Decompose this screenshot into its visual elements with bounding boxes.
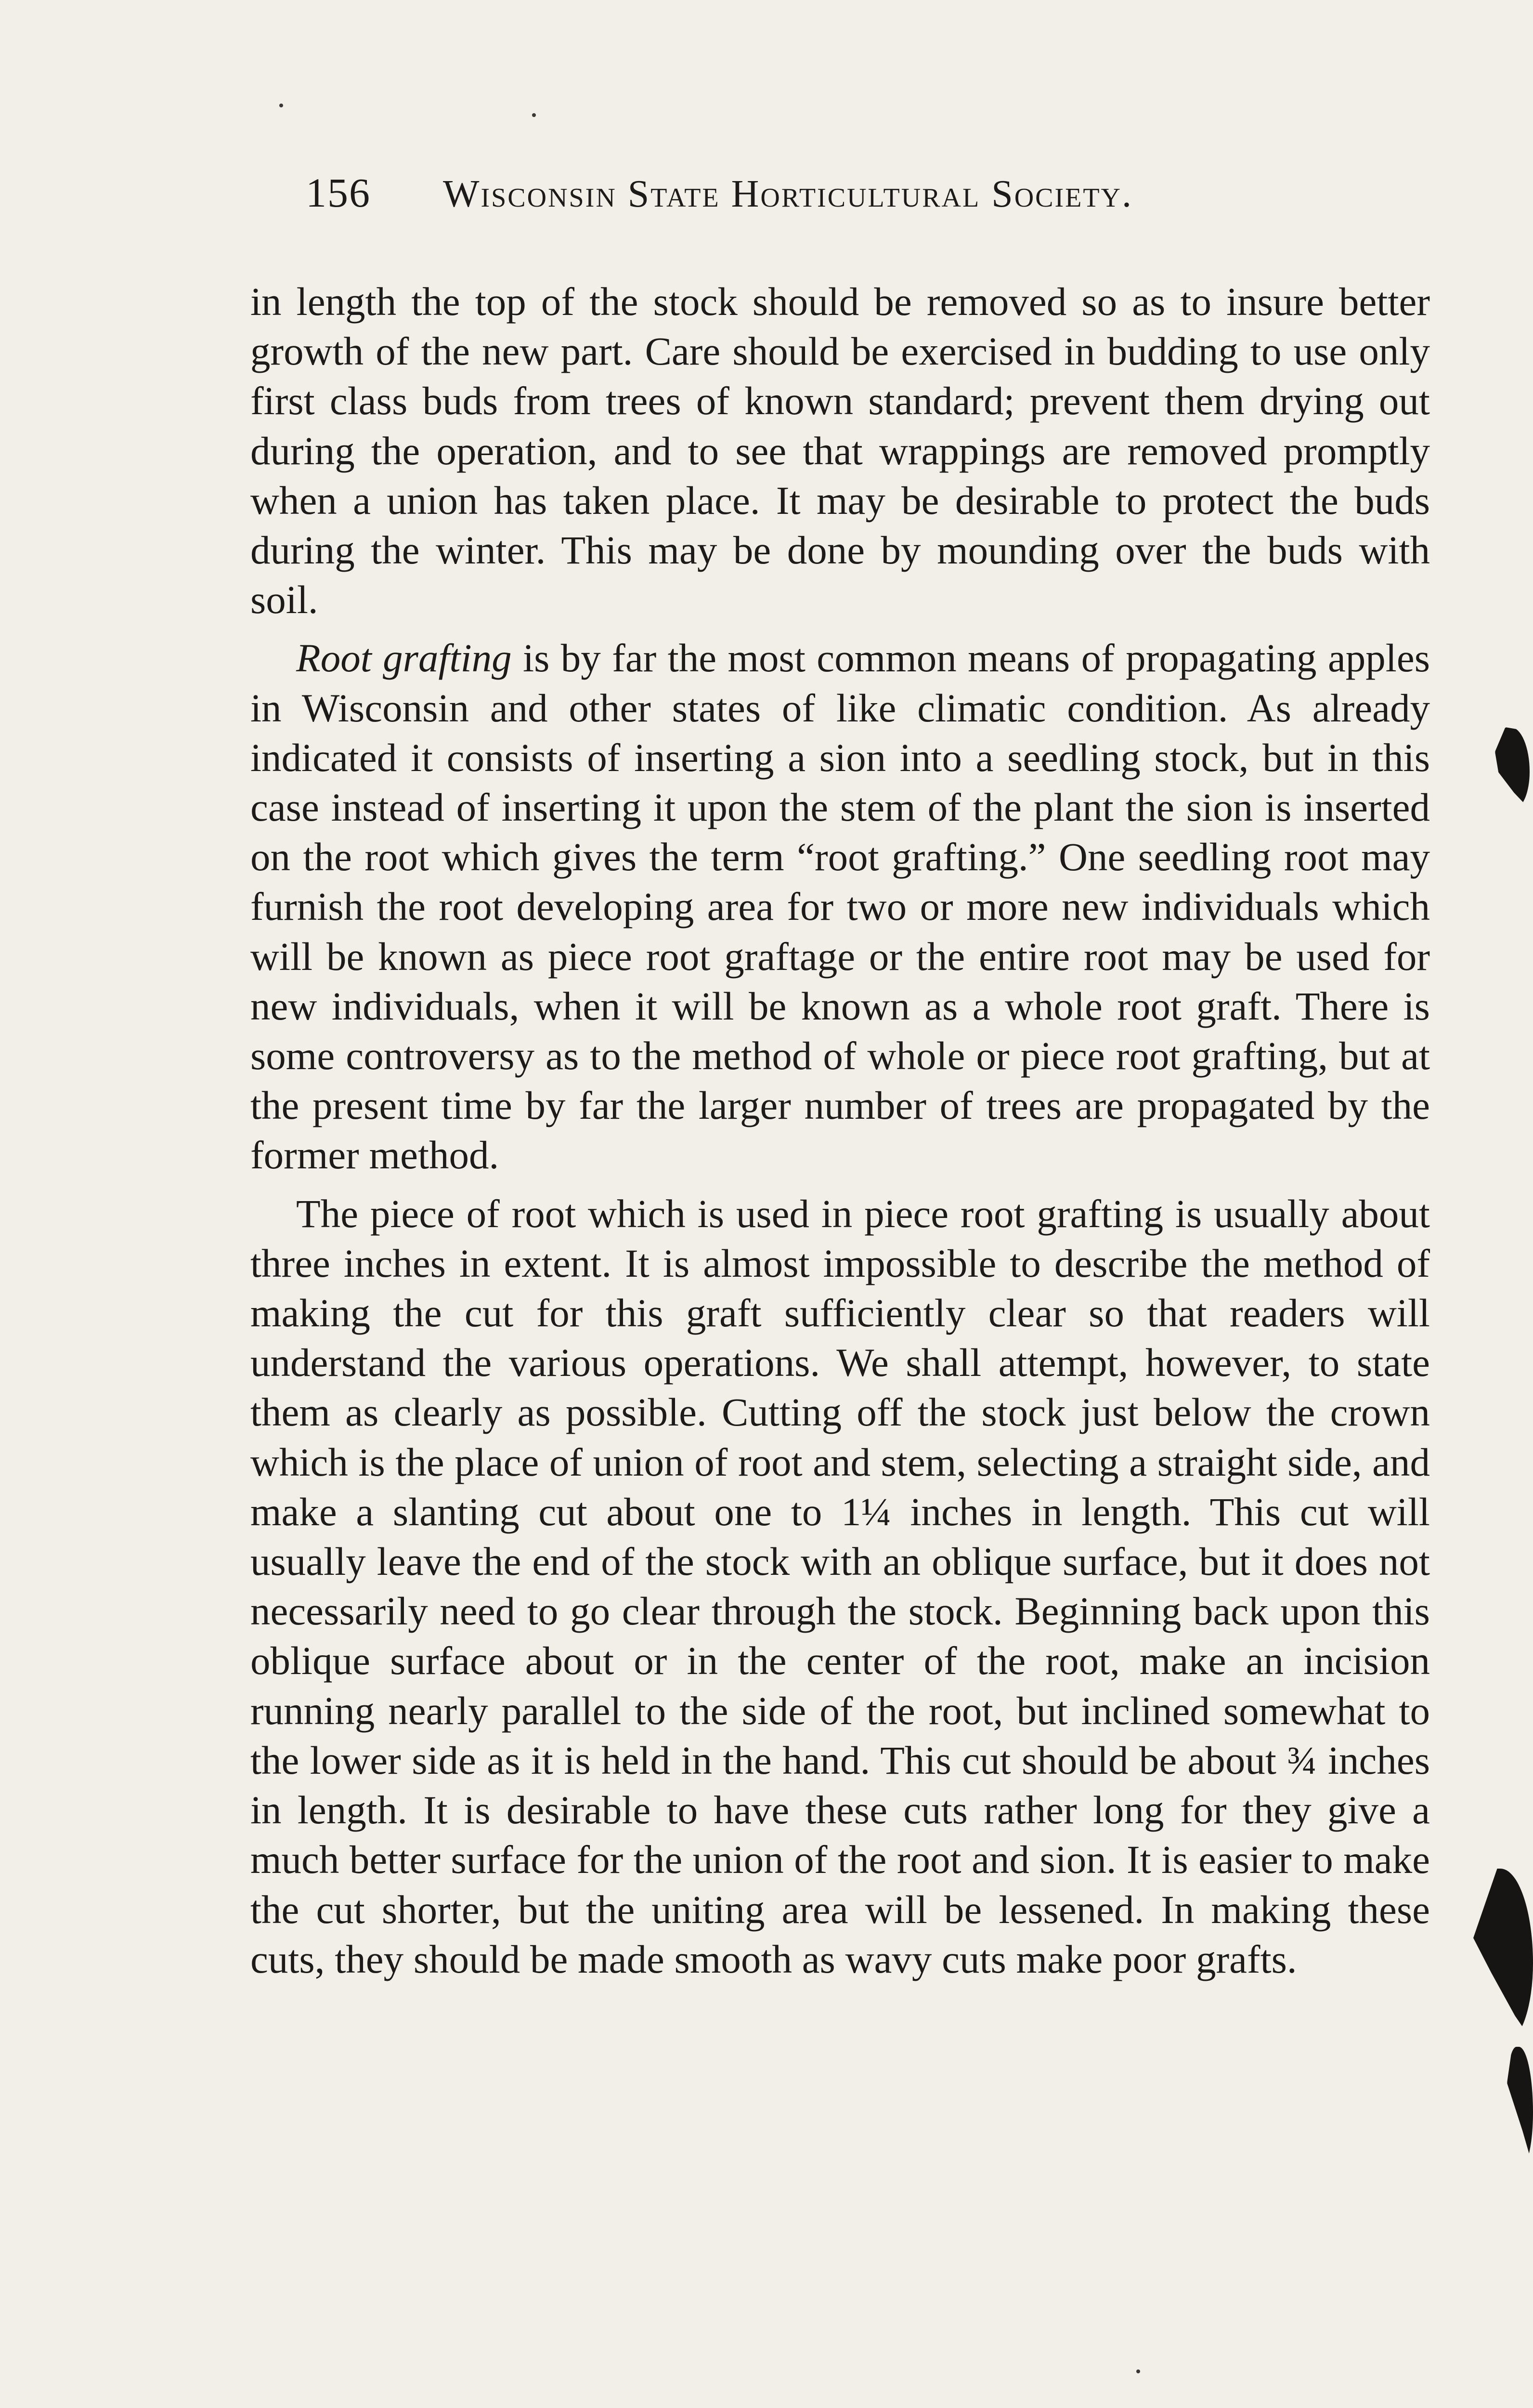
scan-dust-dot xyxy=(532,113,536,117)
page-header xyxy=(306,169,1288,246)
scan-dust-dot xyxy=(1136,2369,1140,2373)
scan-smudge-mark xyxy=(1507,2047,1533,2167)
italic-term: Root grafting xyxy=(296,636,512,681)
scan-smudge-mark xyxy=(1495,727,1530,809)
page-number: 156 xyxy=(306,170,371,216)
scan-smudge-mark xyxy=(1473,1869,1533,2042)
scan-dust-dot xyxy=(279,104,283,107)
paragraph-piece-root: The piece of root which is used in piece root grafting is usually about three inches in extent. It is almost impossible to describe the method of making the cut for this graft sufficiently clear so that readers will understand the various operations. We shall attempt, however, to state them as clearly as possible. Cutting off the stock just below the crown which is the place of union of root and stem, selecting a straight side, and make a slanting cut about one to 1¼ inches in length. This cut will usually leave the end of the stock with an oblique surface, but it does not necessarily need to go clear through the stock. Beginning back upon this oblique surface about or in the center of the root, make an incision running nearly parallel to the side of the root, but inclined somewhat to the lower side as it is held in the hand. This cut should be about ¾ inches in length. It is desirable to have these cuts rather long for they give a much better surface for the union of the root and sion. It is easier to make the cut shorter, but the uniting area will be lessened. In making these cuts, they should be made smooth as wavy cuts make poor grafts. xyxy=(250,1191,1430,1981)
paragraph-continuation: in length the top of the stock should be removed so as to insure better growth of the new part. Care should be exercised in budding to use only first class buds from trees of known standard; prevent them drying out during the operation, and to see that wrappings are removed promptly when a union has taken place. It may be desirable to protect the buds during the winter. This may be done by mounding over the buds with soil. xyxy=(250,279,1430,622)
running-head: Wisconsin State Horticultural Society. xyxy=(443,173,1133,215)
body-text xyxy=(250,277,1430,1984)
paragraph-text: is by far the most common means of propagating apples in Wisconsin and other states of like climatic condition. As already indicated it consists of inserting a sion into a seedling stock, but in this case instead of inserting it upon the stem of the plant the sion is inserted on the root which gives the term “root grafting.” One seedling root may furnish the root developing area for two or more new individuals which will be known as piece root graftage or the entire root may be used for new individuals, when it will be known as a whole root graft. There is some controversy as to the method of whole or piece root grafting, but at the present time by far the larger number of trees are propagated by the former method. xyxy=(250,636,1430,1178)
paragraph-root-grafting xyxy=(250,633,1430,1180)
